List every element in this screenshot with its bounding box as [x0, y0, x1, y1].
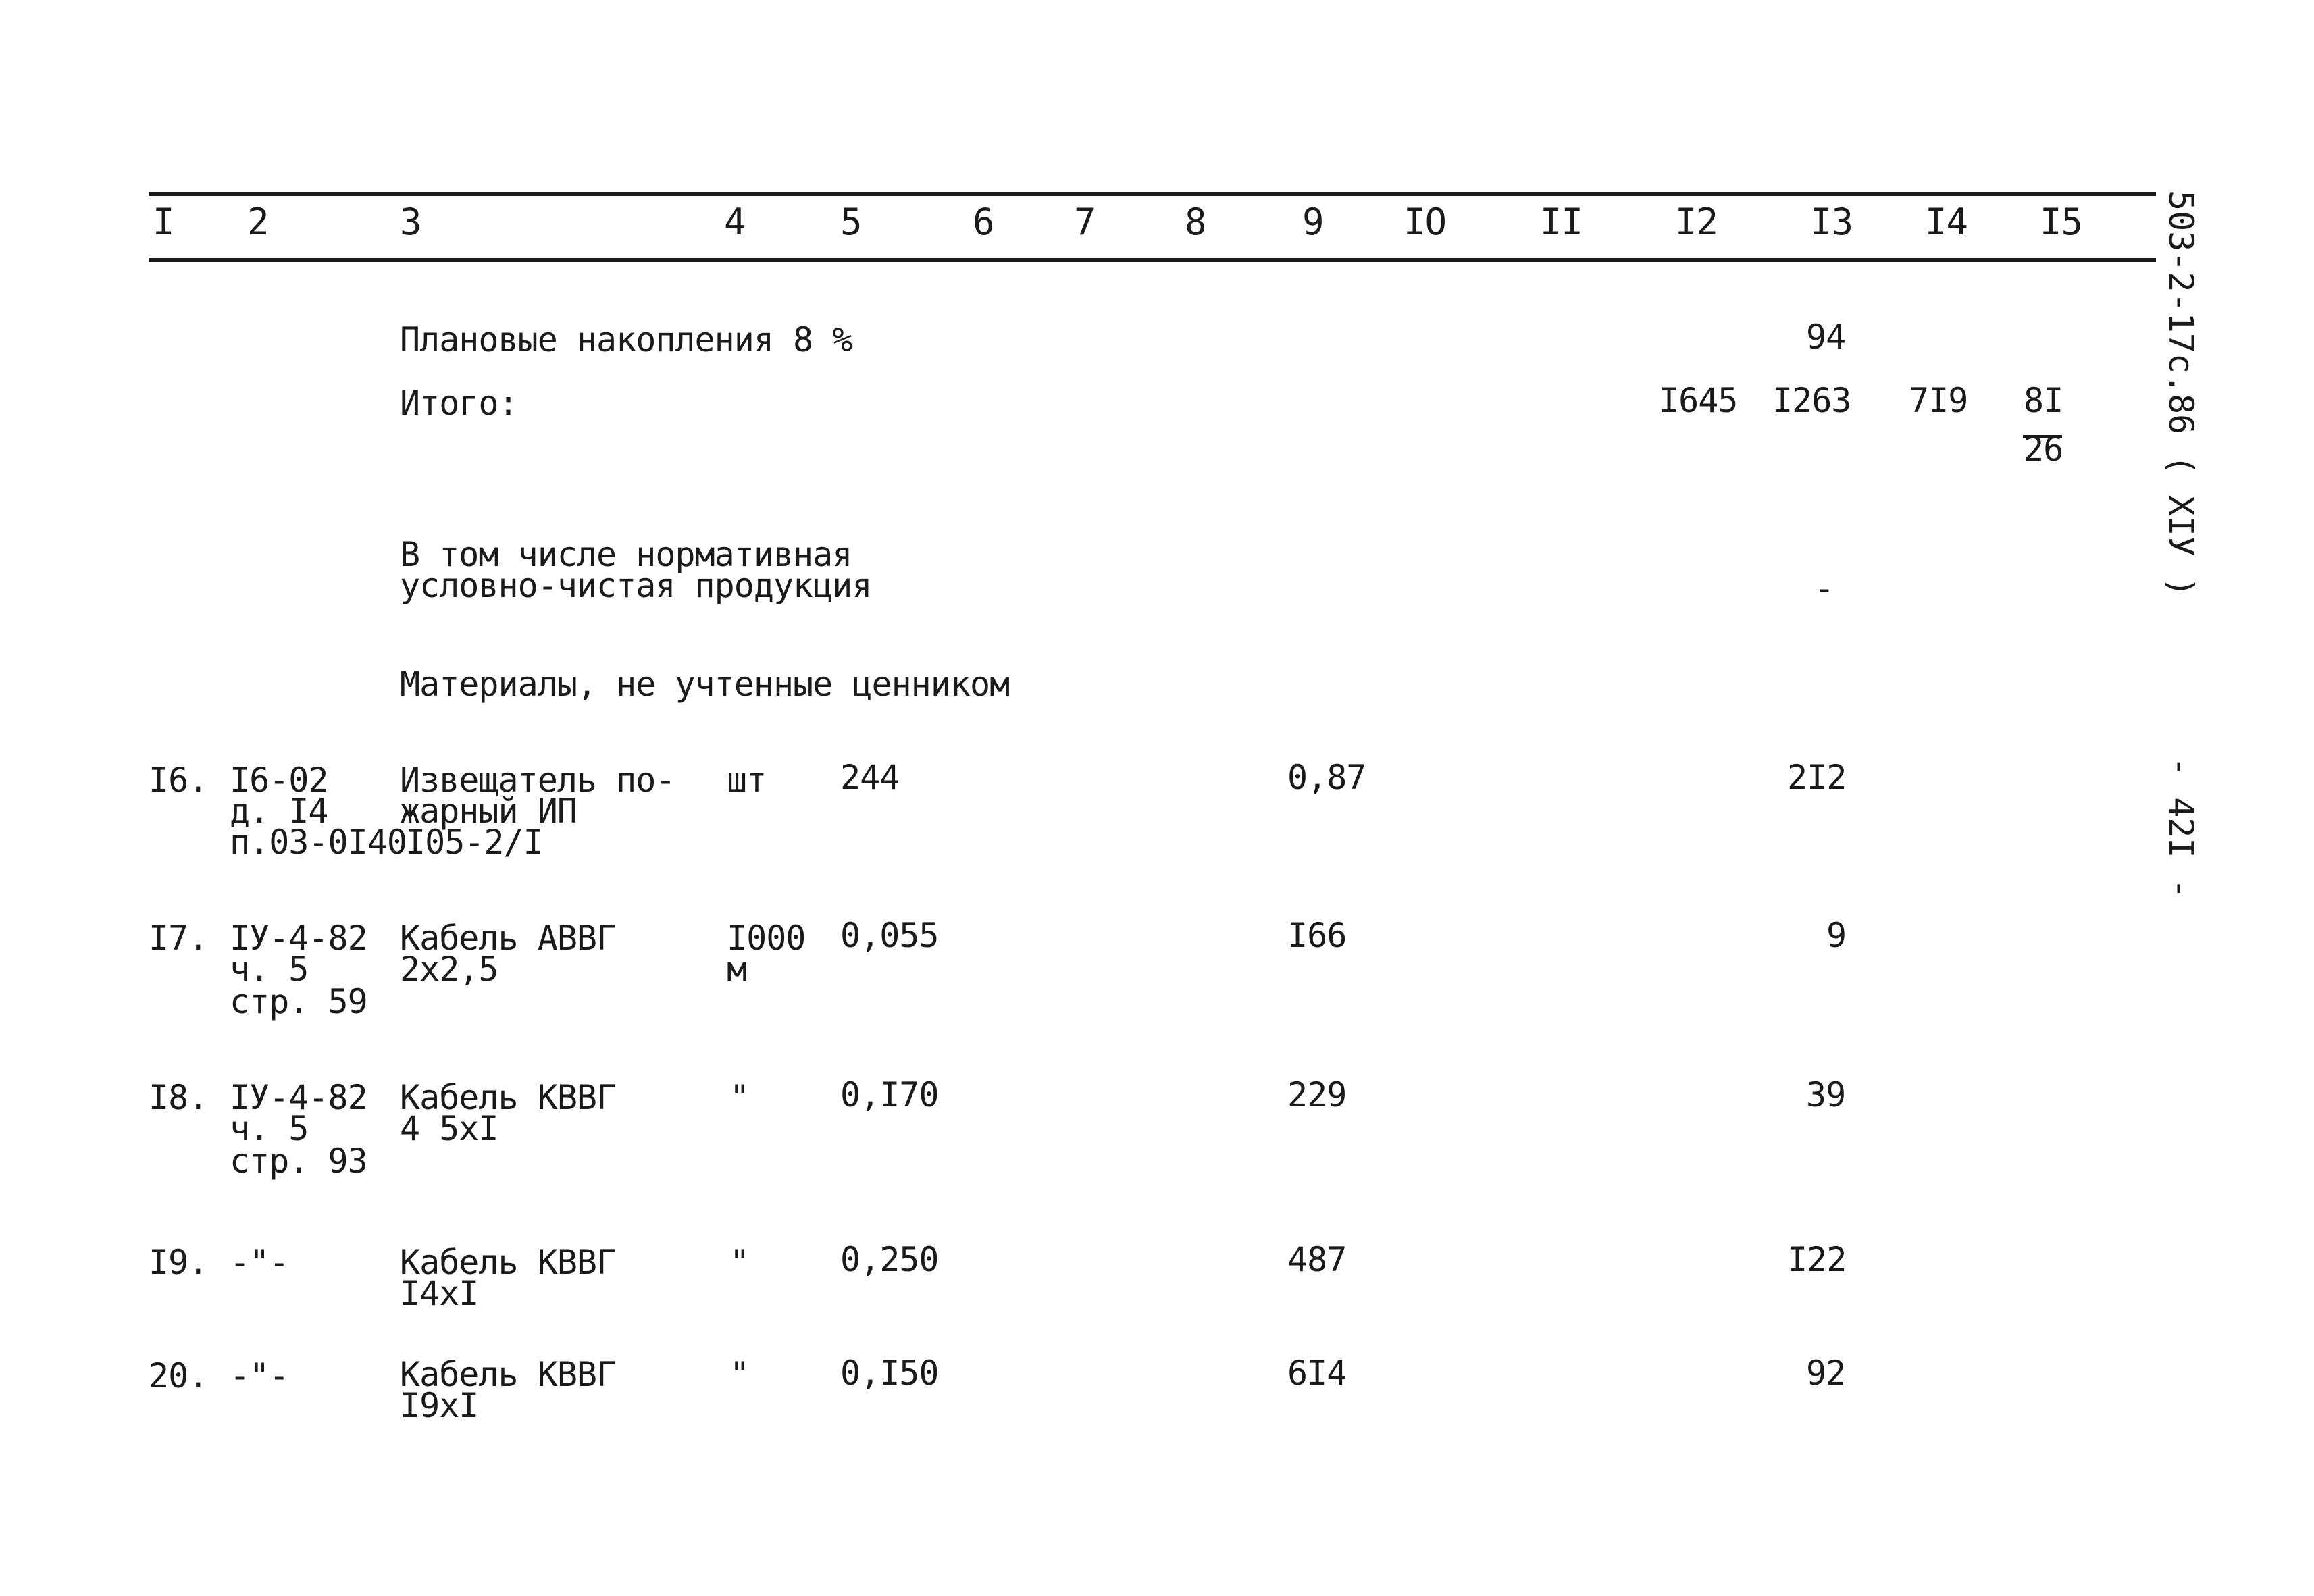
- row-code-line: -"-: [230, 1356, 289, 1395]
- total-label: Итого:: [400, 384, 518, 423]
- planned-savings-c13: 94: [1806, 317, 1846, 357]
- row-code-line: -"-: [230, 1243, 289, 1282]
- row-name-line: I05-2/I: [405, 823, 543, 862]
- col-header-4: 4: [724, 201, 746, 243]
- row-number: I7.: [149, 919, 208, 958]
- col-header-14: I4: [1925, 201, 1968, 243]
- row-code-line: ч. 5: [230, 1109, 309, 1148]
- row-c13: 2I2: [1787, 758, 1847, 797]
- row-c9: 229: [1287, 1075, 1347, 1114]
- total-c14: 7I9: [1909, 381, 1968, 420]
- row-number: I8.: [149, 1078, 208, 1117]
- normative-label-line1: В том числе нормативная: [400, 535, 852, 574]
- row-code-line: IУ-4-82: [230, 1078, 367, 1117]
- row-code-line: д. I4: [230, 792, 328, 831]
- col-header-15: I5: [2040, 201, 2083, 243]
- total-c15-denominator: 26: [2024, 430, 2063, 469]
- row-c13: 39: [1806, 1075, 1846, 1114]
- header-top-rule: [149, 192, 2156, 196]
- row-name-line: Извещатель по-: [400, 761, 675, 800]
- col-header-13: I3: [1810, 201, 1853, 243]
- row-c9: 6I4: [1287, 1354, 1347, 1393]
- row-name-line: 2х2,5: [400, 950, 498, 989]
- row-name-line: Кабель КВВГ: [400, 1078, 617, 1117]
- row-unit: ": [729, 1355, 750, 1394]
- row-c5: 0,055: [840, 916, 939, 955]
- header-bottom-rule: [149, 258, 2156, 262]
- row-name-line: Кабель АВВГ: [400, 919, 617, 958]
- row-name-line: I9хI: [400, 1386, 479, 1425]
- col-header-6: 6: [973, 201, 994, 243]
- total-c13: I263: [1772, 381, 1851, 420]
- row-c9: 487: [1287, 1240, 1347, 1279]
- row-c9: 0,87: [1287, 758, 1366, 797]
- row-c5: 0,250: [840, 1240, 939, 1279]
- row-name-line: Кабель КВВГ: [400, 1355, 617, 1394]
- row-code-line: стр. 93: [230, 1141, 367, 1181]
- row-unit: ": [729, 1243, 750, 1282]
- row-number: 20.: [149, 1356, 208, 1395]
- row-name-line: жарный ИП: [400, 792, 577, 831]
- row-code-line: I6-02: [230, 761, 328, 800]
- row-number: I9.: [149, 1243, 208, 1282]
- row-unit: ": [729, 1078, 750, 1117]
- col-header-10: IO: [1404, 201, 1447, 243]
- side-page-number: - 42I -: [2161, 756, 2201, 899]
- side-doc-code: 503-2-17c.86 ( XIУ ): [2161, 190, 2201, 598]
- col-header-5: 5: [840, 201, 862, 243]
- row-number: I6.: [149, 761, 208, 800]
- col-header-7: 7: [1074, 201, 1096, 243]
- row-c9: I66: [1287, 916, 1347, 955]
- row-unit: шт: [727, 761, 767, 800]
- materials-label: Материалы, не учтенные ценником: [400, 665, 1010, 704]
- row-code-line: п.03-0I40: [230, 823, 407, 862]
- row-code-line: ч. 5: [230, 950, 309, 989]
- col-header-12: I2: [1675, 201, 1718, 243]
- col-header-11: II: [1540, 201, 1583, 243]
- total-c15-numerator: 8I: [2024, 381, 2063, 420]
- col-header-1: I: [153, 201, 174, 243]
- col-header-8: 8: [1185, 201, 1206, 243]
- col-header-3: 3: [400, 201, 421, 243]
- row-name-line: I4хI: [400, 1274, 479, 1313]
- row-c13: 9: [1826, 916, 1847, 955]
- row-name-line: 4 5хI: [400, 1109, 498, 1148]
- row-c13: I22: [1787, 1240, 1847, 1279]
- normative-label-line2: условно-чистая продукция: [400, 566, 872, 605]
- row-code-line: IУ-4-82: [230, 919, 367, 958]
- row-name-line: Кабель КВВГ: [400, 1243, 617, 1282]
- row-unit: м: [727, 950, 747, 989]
- normative-c13: -: [1814, 569, 1834, 608]
- row-c13: 92: [1806, 1354, 1846, 1393]
- total-c12: I645: [1659, 381, 1738, 420]
- row-c5: 0,I70: [840, 1075, 939, 1114]
- col-header-2: 2: [247, 201, 269, 243]
- row-c5: 244: [840, 758, 900, 797]
- planned-savings-label: Плановые накопления 8 %: [400, 320, 852, 359]
- col-header-9: 9: [1302, 201, 1324, 243]
- row-code-line: стр. 59: [230, 982, 367, 1021]
- row-unit: I000: [727, 919, 806, 958]
- row-c5: 0,I50: [840, 1354, 939, 1393]
